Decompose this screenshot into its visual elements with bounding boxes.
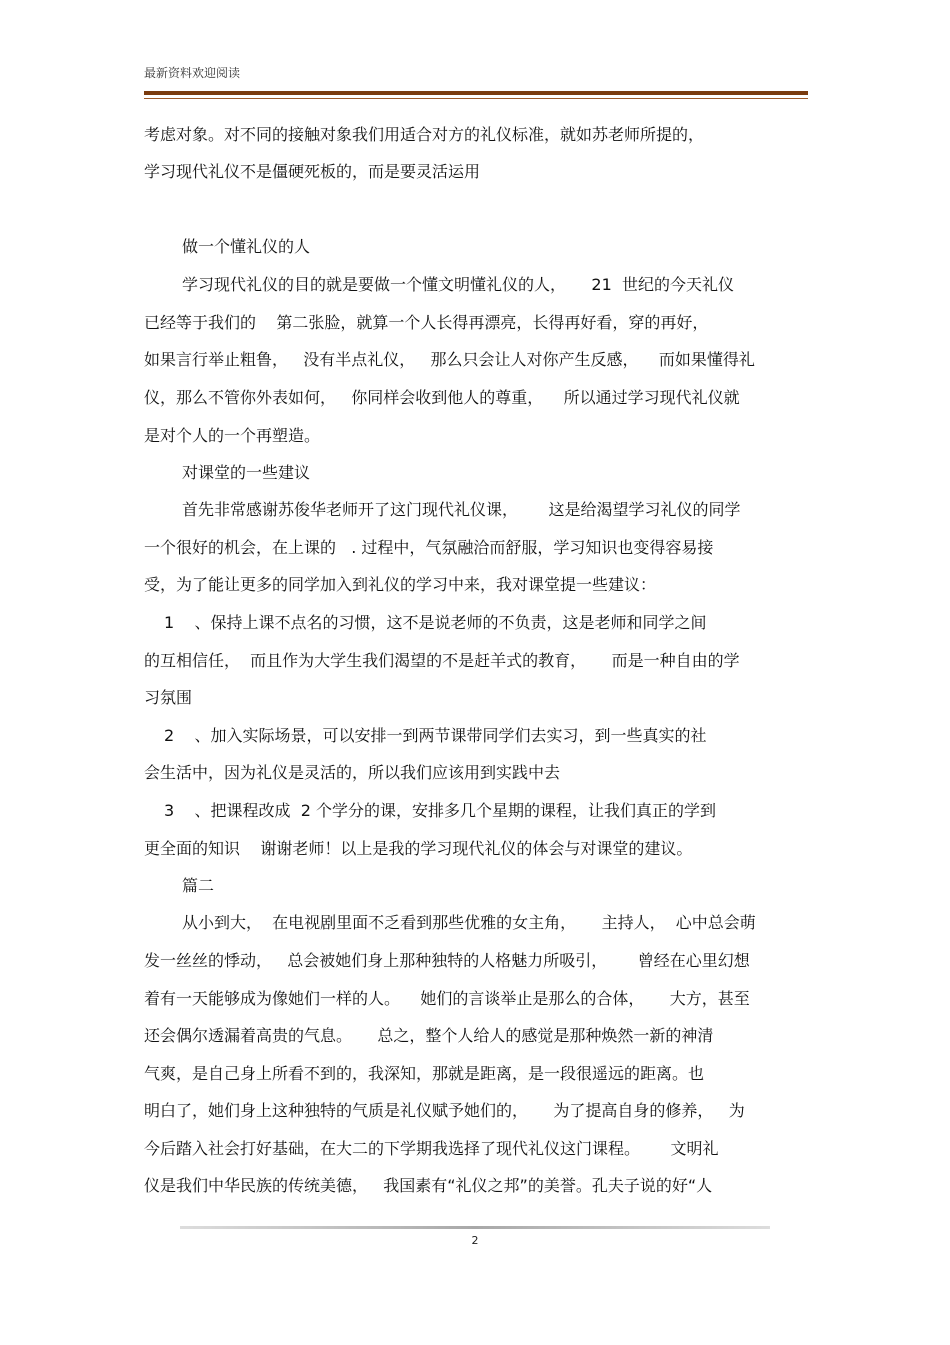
text-line: 受，为了能让更多的同学加入到礼仪的学习中来，我对课堂提一些建议： — [144, 575, 657, 594]
text-line: 考虑对象。对不同的接触对象我们用适合对方的礼仪标准，就如苏老师所提的， — [144, 125, 705, 144]
list-item: 3 、把课程改成 2 个学分的课，安排多几个星期的课程，让我们真正的学到 — [164, 801, 716, 820]
section-heading: 篇二 — [182, 876, 215, 895]
footer-rule — [180, 1226, 770, 1229]
page-header: 最新资料欢迎阅读 — [144, 66, 241, 80]
text-line: 是对个人的一个再塑造。 — [144, 426, 321, 445]
text-line: 的互相信任， 而且作为大学生我们渴望的不是赶羊式的教育， 而是一种自由的学 — [144, 651, 740, 670]
text-line: 学习现代礼仪不是僵硬死板的，而是要灵活运用 — [144, 162, 481, 181]
text-line: 已经等于我们的 第二张脸，就算一个人长得再漂亮，长得再好看，穿的再好， — [144, 313, 709, 332]
text-line: 气爽，是自己身上所看不到的，我深知，那就是距离，是一段很遥远的距离。也 — [144, 1064, 705, 1083]
text-line: 今后踏入社会打好基础，在大二的下学期我选择了现代礼仪这门课程。 文明礼 — [144, 1139, 719, 1158]
text-line: 仪，那么不管你外表如何， 你同样会收到他人的尊重， 所以通过学习现代礼仪就 — [144, 388, 740, 407]
list-item: 1 、保持上课不点名的习惯，这不是说老师的不负责，这是老师和同学之间 — [164, 613, 707, 632]
text-line: 发一丝丝的悸动， 总会被她们身上那种独特的人格魅力所吸引， 曾经在心里幻想 — [144, 951, 750, 970]
text-line: 一个很好的机会，在上课的 . 过程中，气氛融洽而舒服，学习知识也变得容易接 — [144, 538, 714, 557]
text-line: 会生活中，因为礼仪是灵活的，所以我们应该用到实践中去 — [144, 763, 561, 782]
text-line: 仪是我们中华民族的传统美德， 我国素有“礼仪之邦”的美誉。孔夫子说的好“人 — [144, 1176, 713, 1195]
header-rule — [144, 91, 808, 95]
text-line: 着有一天能够成为像她们一样的人。 她们的言谈举止是那么的合体， 大方，甚至 — [144, 989, 750, 1008]
text-line: 更全面的知识 谢谢老师！以上是我的学习现代礼仪的体会与对课堂的建议。 — [144, 839, 693, 858]
text-line: 还会偶尔透漏着高贵的气息。 总之，整个人给人的感觉是那种焕然一新的神清 — [144, 1026, 714, 1045]
list-item: 2 、加入实际场景，可以安排一到两节课带同学们去实习，到一些真实的社 — [164, 726, 707, 745]
section-heading: 做一个懂礼仪的人 — [182, 237, 311, 256]
header-rule-thin — [144, 98, 808, 99]
text-line: 首先非常感谢苏俊华老师开了这门现代礼仪课， 这是给渴望学习礼仪的同学 — [182, 500, 741, 519]
text-line: 如果言行举止粗鲁， 没有半点礼仪， 那么只会让人对你产生反感， 而如果懂得礼 — [144, 350, 755, 369]
text-line: 从小到大， 在电视剧里面不乏看到那些优雅的女主角， 主持人， 心中总会萌 — [182, 913, 756, 932]
text-line: 学习现代礼仪的目的就是要做一个懂文明懂礼仪的人， 21 世纪的今天礼仪 — [182, 275, 734, 294]
page-number: 2 — [471, 1234, 479, 1247]
text-line: 明白了，她们身上这种独特的气质是礼仪赋予她们的， 为了提高自身的修养， 为 — [144, 1101, 745, 1120]
section-heading: 对课堂的一些建议 — [182, 463, 311, 482]
text-line: 习氛围 — [144, 688, 193, 707]
